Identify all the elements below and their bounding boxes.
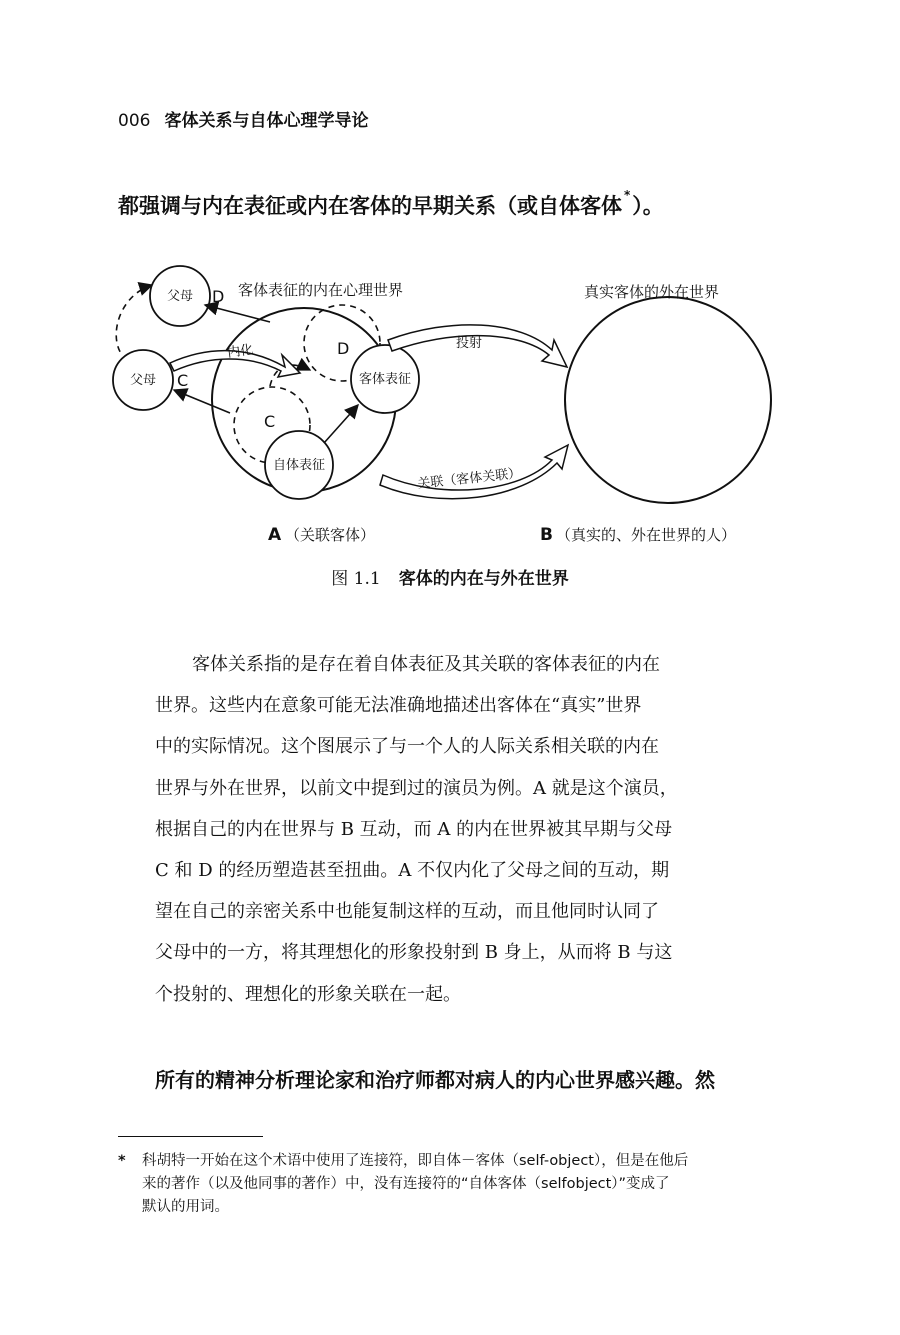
- footnote-mark: *: [118, 1153, 126, 1169]
- paragraph-line: C 和 D 的经历塑造甚至扭曲。A 不仅内化了父母之间的互动，期: [155, 860, 670, 882]
- self-to-object-arrow: [324, 405, 358, 443]
- figure-diagram: [100, 255, 800, 555]
- figure-caption: [0, 564, 900, 589]
- parent-d-label: 父母: [166, 289, 194, 304]
- paragraph-line: 客体关系指的是存在着自体表征及其关联的客体表征的内在: [192, 654, 660, 675]
- arrow-to-parent-d: [205, 305, 270, 322]
- footnote-line: 来的著作（以及他同事的著作）中，没有连接符的“自体客体（selfobject）”变成了: [142, 1176, 670, 1192]
- footnote-line: 默认的用词。: [142, 1199, 229, 1215]
- lead-text: [118, 190, 664, 220]
- outer-world-title: 真实客体的外在世界: [584, 283, 720, 301]
- letter-c-outer: C: [177, 371, 189, 390]
- parent-c-label: 父母: [129, 373, 157, 388]
- paragraph-line: 父母中的一方，将其理想化的形象投射到 B 身上，从而将 B 与这: [155, 942, 673, 964]
- footnote-line: 科胡特一开始在这个术语中使用了连接符，即自体－客体（self-object），但是在他后: [142, 1153, 689, 1169]
- paragraph-line: 根据自己的内在世界与 B 互动，而 A 的内在世界被其早期与父母: [155, 818, 673, 840]
- running-header: [118, 106, 368, 131]
- footnote-marker: *: [624, 188, 631, 202]
- label-b-letter: B: [540, 525, 553, 545]
- arrow-to-parent-c: [174, 390, 230, 413]
- lead-text-main: 都强调与内在表征或内在客体的早期关系（或自体客体: [118, 194, 622, 218]
- outer-world-circle: [565, 297, 771, 503]
- internalize-label: 内化: [226, 342, 255, 361]
- self-representation-label: 自体表征: [272, 458, 326, 473]
- object-representation-label: 客体表征: [358, 372, 412, 387]
- paragraph-line: 个投射的、理想化的形象关联在一起。: [155, 983, 461, 1005]
- label-b-text: （真实的、外在世界的人）: [556, 526, 737, 544]
- letter-d-inner: D: [337, 339, 350, 358]
- label-a-text: （关联客体）: [285, 526, 376, 544]
- letter-d-outer: D: [212, 287, 225, 306]
- footnote-divider: [118, 1136, 263, 1137]
- letter-c-inner: C: [264, 412, 276, 431]
- footnote: [118, 1150, 798, 1219]
- paragraph-line: 世界。这些内在意象可能无法准确地描述出客体在“真实”世界: [155, 695, 642, 717]
- label-a-letter: A: [268, 525, 282, 545]
- figure-title: 客体的内在与外在世界: [398, 569, 569, 589]
- closing-text: 所有的精神分析理论家和治疗师都对病人的内心世界感兴趣。然: [155, 1068, 715, 1092]
- inner-world-title: 客体表征的内在心理世界: [238, 281, 404, 299]
- relation-label: 关联（客体关联）: [416, 466, 522, 492]
- projection-label: 投射: [456, 336, 483, 351]
- parents-interaction-arrow: [116, 285, 152, 355]
- paragraph-line: 望在自己的亲密关系中也能复制这样的互动，而且他同时认同了: [155, 901, 659, 923]
- book-title: 客体关系与自体心理学导论: [164, 111, 369, 131]
- page-number: 006: [118, 111, 151, 131]
- paragraph-line: 世界与外在世界，以前文中提到过的演员为例。A 就是这个演员，: [155, 777, 678, 799]
- paragraph-line: 中的实际情况。这个图展示了与一个人的人际关系相关联的内在: [155, 736, 659, 758]
- lead-text-end: ）。: [632, 194, 664, 218]
- figure-number: 图 1.1: [331, 569, 381, 589]
- body-paragraph: [155, 644, 745, 1015]
